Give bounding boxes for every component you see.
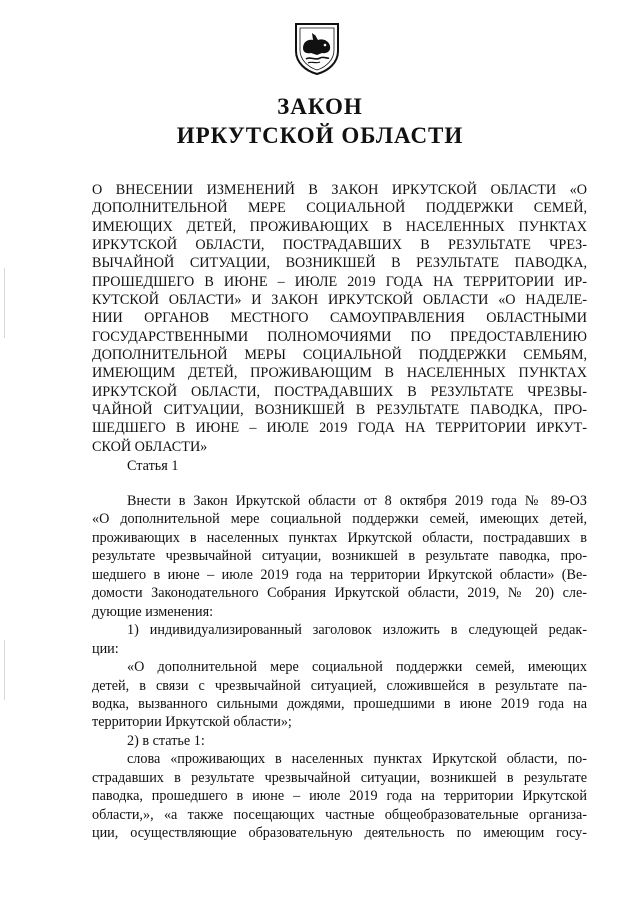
heading-line: ДОПОЛНИТЕЛЬНОЙ МЕРЫ СОЦИАЛЬНОЙ ПОДДЕРЖКИ СЕМЬЯМ, xyxy=(92,347,587,364)
irkutsk-coat-of-arms-icon xyxy=(294,21,340,75)
heading-line: НИИ ОРГАНОВ МЕСТНОГО САМОУПРАВЛЕНИЯ ОБЛАСТНЫМИ xyxy=(92,310,587,327)
body-line: ции, осуществляющие образовательную деятельность по имеющим госу- xyxy=(92,825,587,842)
body-line: 1) индивидуализированный заголовок изложить в следующей редак- xyxy=(127,622,587,639)
article-label: Статья 1 xyxy=(127,458,179,474)
body-line: «О дополнительной мере социальной поддержки семей, имеющих детей, xyxy=(92,511,587,528)
heading-line: ИМЕЮЩИМ ДЕТЕЙ, ПРОЖИВАЮЩИМ В НАСЕЛЕННЫХ ПУНКТАХ xyxy=(92,365,587,382)
body-line: «О дополнительной мере социальной поддержки семей, имеющих xyxy=(127,659,587,676)
body-line: слова «проживающих в населенных пунктах Иркутской области, по- xyxy=(127,751,587,768)
law-title: ЗАКОН xyxy=(277,94,363,119)
body-line: 2) в статье 1: xyxy=(127,732,205,749)
body-line: шедшего в июне – июле 2019 года на территории Иркутской области» (Ве- xyxy=(92,566,587,583)
heading-line: ГОСУДАРСТВЕННЫМИ ПОЛНОМОЧИЯМИ ПО ПРЕДОСТАВЛЕНИЮ xyxy=(92,328,587,345)
body-line: результате чрезвычайной ситуации, возникшей в результате паводка, про- xyxy=(92,548,587,565)
heading-line: СКОЙ ОБЛАСТИ» xyxy=(92,438,208,455)
law-heading xyxy=(92,181,587,456)
heading-line: ВЫЧАЙНОЙ СИТУАЦИИ, ВОЗНИКШЕЙ В РЕЗУЛЬТАТЕ ПАВОДКА, xyxy=(92,255,587,272)
body-line: водка, вызванного сильными дождями, прошедшими в июне 2019 года на xyxy=(92,695,587,712)
body-line: проживающих в населенных пунктах Иркутской области, пострадавших в xyxy=(92,529,587,546)
body-line: паводка, прошедшего в июне – июле 2019 года на территории Иркутской xyxy=(92,788,587,805)
scan-artifact xyxy=(4,640,5,700)
body-line: домости Законодательного Собрания Иркутской области, 2019, № 20) сле- xyxy=(92,585,587,602)
article-body xyxy=(92,492,587,843)
heading-line: ПРОШЕДШЕГО В ИЮНЕ – ИЮЛЕ 2019 ГОДА НА ТЕРРИТОРИИ ИР- xyxy=(92,273,587,290)
law-subtitle: ИРКУТСКОЙ ОБЛАСТИ xyxy=(176,123,464,148)
body-line: территории Иркутской области»; xyxy=(92,714,292,731)
heading-line: ИРКУТСКОЙ ОБЛАСТИ, ПОСТРАДАВШИХ В РЕЗУЛЬТАТЕ ЧРЕЗ- xyxy=(92,237,587,254)
body-line: области,», «а также посещающих частные общеобразовательные организа- xyxy=(92,806,587,823)
body-line: детей, в связи с чрезвычайной ситуацией, сложившейся в результате па- xyxy=(92,677,587,694)
body-line: дующие изменения: xyxy=(92,603,214,620)
body-line: страдавших в результате чрезвычайной ситуации, возникшей в результате xyxy=(92,769,587,786)
body-line: ции: xyxy=(92,640,119,657)
heading-line: ИМЕЮЩИХ ДЕТЕЙ, ПРОЖИВАЮЩИХ В НАСЕЛЕННЫХ ПУНКТАХ xyxy=(92,218,587,235)
heading-line: ДОПОЛНИТЕЛЬНОЙ МЕРЕ СОЦИАЛЬНОЙ ПОДДЕРЖКИ СЕМЕЙ, xyxy=(92,200,587,217)
heading-line: ИРКУТСКОЙ ОБЛАСТИ, ПОСТРАДАВШИХ В РЕЗУЛЬТАТЕ ЧРЕЗВЫ- xyxy=(92,383,587,400)
body-line: Внести в Закон Иркутской области от 8 октября 2019 года № 89-ОЗ xyxy=(127,493,587,509)
scan-artifact xyxy=(4,268,5,338)
heading-line: КУТСКОЙ ОБЛАСТИ» И ЗАКОН ИРКУТСКОЙ ОБЛАСТИ «О НАДЕЛЕ- xyxy=(92,292,587,309)
heading-line: О ВНЕСЕНИИ ИЗМЕНЕНИЙ В ЗАКОН ИРКУТСКОЙ ОБЛАСТИ «О xyxy=(92,182,587,198)
heading-line: ШЕДШЕГО В ИЮНЕ – ИЮЛЕ 2019 ГОДА НА ТЕРРИТОРИИ ИРКУТ- xyxy=(92,420,587,437)
heading-line: ЧАЙНОЙ СИТУАЦИИ, ВОЗНИКШЕЙ В РЕЗУЛЬТАТЕ ПАВОДКА, ПРО- xyxy=(92,402,587,419)
